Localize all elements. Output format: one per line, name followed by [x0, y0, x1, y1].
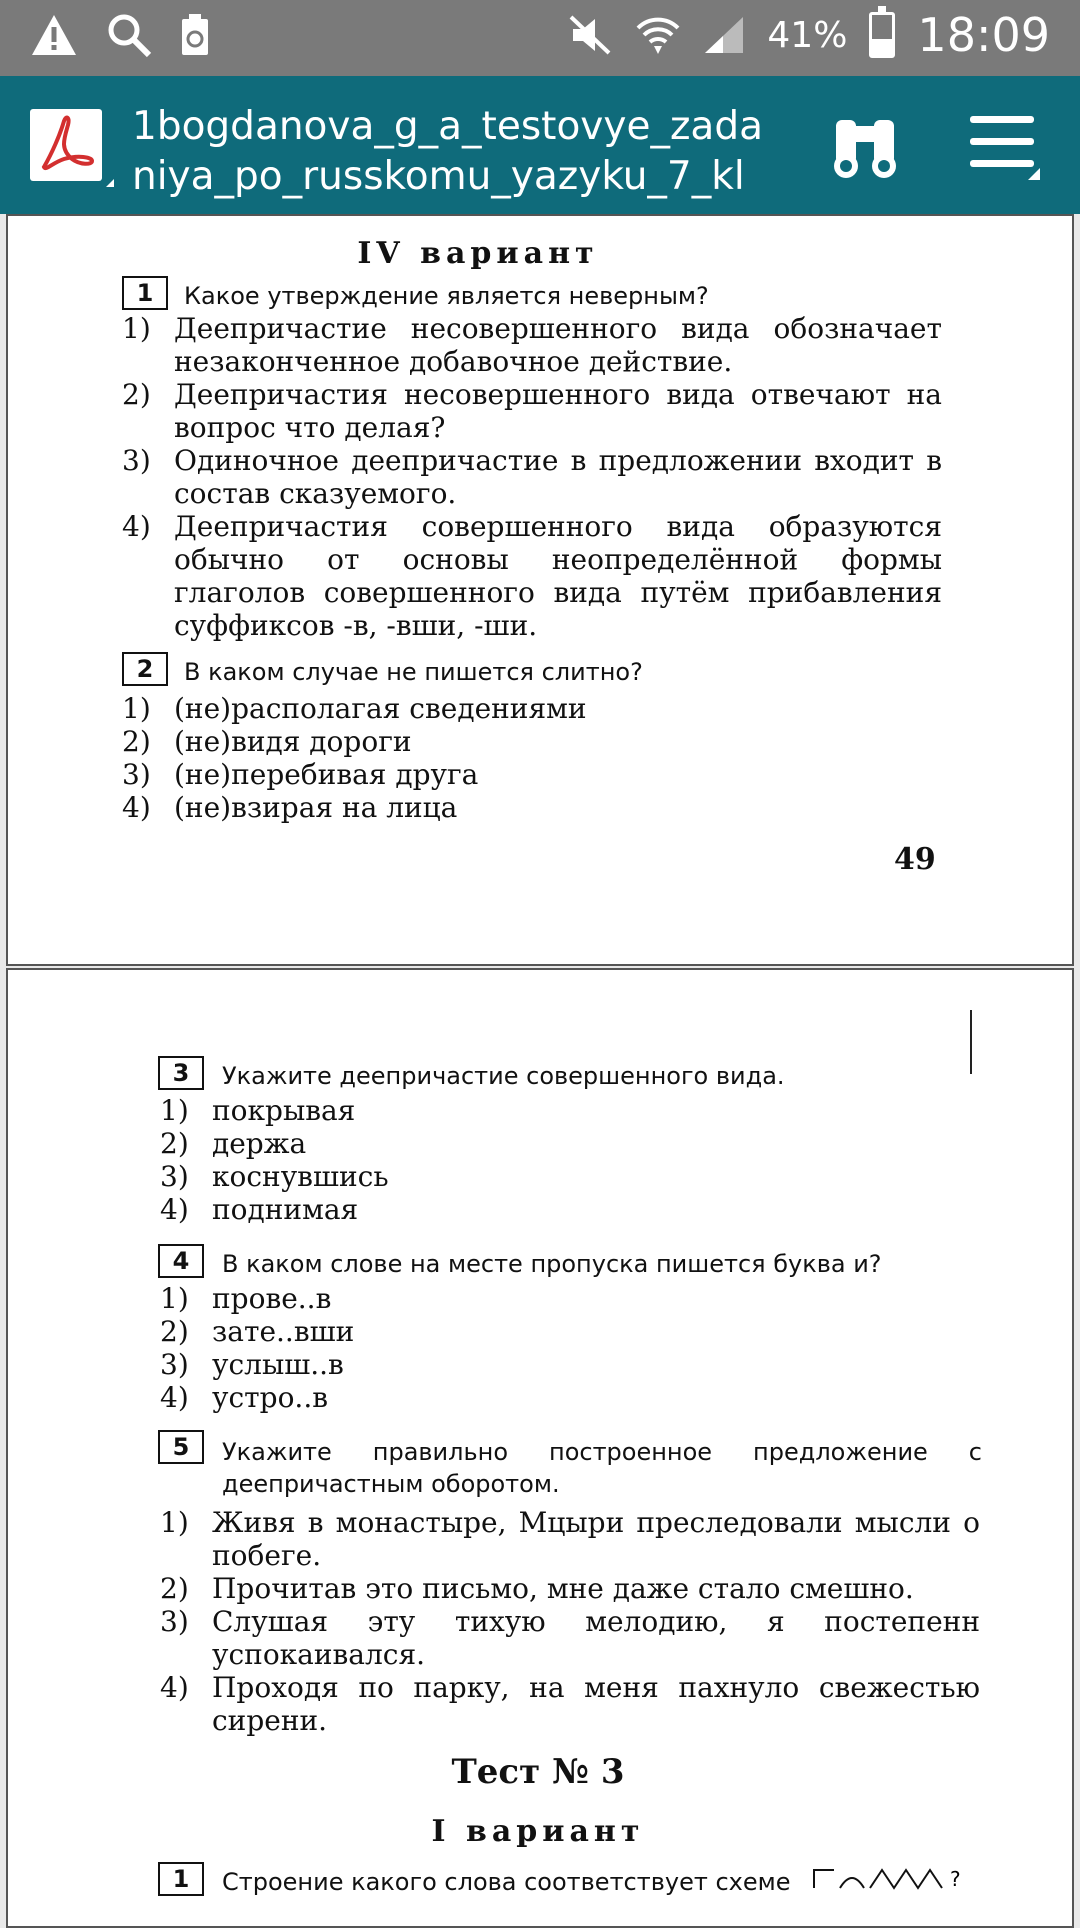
storage-cleaner-icon — [180, 13, 210, 57]
page-number: 49 — [894, 842, 936, 877]
answer-option: 3) (не)перебивая друга — [122, 758, 479, 791]
status-bar — [0, 0, 1080, 76]
answer-option: 2) зате..вши — [160, 1315, 355, 1348]
menu-button[interactable] — [970, 116, 1040, 186]
binoculars-icon — [830, 114, 900, 184]
answer-option: 2) (не)видя дороги — [122, 725, 412, 758]
search-icon — [106, 12, 152, 58]
answer-option: 2) держа — [160, 1127, 307, 1160]
battery-icon — [869, 12, 895, 58]
warning-icon — [30, 13, 78, 57]
signal-icon — [703, 15, 745, 55]
answer-option: 1) Живя в монастыре, Мцыри преследовали мысли о побеге. — [160, 1506, 980, 1572]
answer-option: 4) Проходя по парку, на меня пахнуло свежестью сирени. — [160, 1671, 980, 1737]
app-bar — [0, 76, 1080, 214]
question-text: Укажите деепричастие совершенного вида. — [222, 1062, 785, 1090]
question-number-box: 1 — [122, 276, 168, 310]
answer-option: 4) (не)взирая на лица — [122, 791, 458, 824]
answer-option: 1) прове..в — [160, 1282, 332, 1315]
answer-option: 3) Одиночное деепричастие в предложении входит в состав сказуемого. — [122, 444, 942, 510]
question-text: Укажите правильно построенное предложение с деепричастным оборотом. — [222, 1438, 982, 1498]
svg-text:?: ? — [950, 1867, 961, 1891]
answer-option: 3) услыш..в — [160, 1348, 344, 1381]
question-number-box: 1 — [158, 1862, 204, 1896]
answer-option: 1) (не)располагая сведениями — [122, 692, 587, 725]
question-text: Строение какого слова соответствует схеме — [222, 1868, 791, 1896]
question-number-box: 4 — [158, 1244, 204, 1278]
answer-option: 1) Деепричастие несовершенного вида обозначает незаконченное добавочное действие. — [122, 312, 942, 378]
mute-icon — [569, 15, 613, 55]
answer-option: 4) устро..в — [160, 1381, 328, 1414]
question-text: Какое утверждение является неверным? — [184, 282, 709, 310]
answer-option: 3) коснувшись — [160, 1160, 389, 1193]
test-title: Тест № 3 — [451, 1752, 625, 1792]
question-number-box: 2 — [122, 652, 168, 686]
answer-option: 4) поднимая — [160, 1193, 359, 1226]
variant-heading: I вариант — [431, 1814, 645, 1849]
pdf-page-50[interactable] — [6, 968, 1074, 1928]
question-number-box: 3 — [158, 1056, 204, 1090]
document-title: 1bogdanova_g_a_testovye_zadaniya_po_russkomu_yazyku_7_kl — [132, 104, 763, 199]
pdf-app-icon[interactable] — [30, 109, 102, 181]
answer-option: 2) Прочитав это письмо, мне даже стало смешно. — [160, 1572, 914, 1605]
find-button[interactable] — [830, 114, 900, 184]
scan-artifact — [970, 1010, 972, 1074]
battery-percent: 41% — [767, 14, 848, 56]
pdf-page-49[interactable] — [6, 214, 1074, 966]
morpheme-scheme-icon — [810, 1864, 970, 1894]
answer-option: 2) Деепричастия несовершенного вида отвечают на вопрос что делая? — [122, 378, 942, 444]
hamburger-icon — [970, 116, 1034, 123]
wifi-icon — [635, 12, 681, 58]
answer-option: 1) покрывая — [160, 1094, 356, 1127]
answer-option: 3) Слушая эту тихую мелодию, я постепенн успокаивался. — [160, 1605, 980, 1671]
question-text: В каком случае не пишется слитно? — [184, 658, 643, 686]
variant-heading: IV вариант — [357, 236, 599, 271]
question-text: В каком слове на месте пропуска пишется буква и? — [222, 1250, 882, 1278]
answer-option: 4) Деепричастия совершенного вида образуются обычно от основы неопределённой формы глаголов совершенного вида путём прибавления суффиксов -в, -вши, -ши. — [122, 510, 942, 642]
clock: 18:09 — [917, 8, 1050, 62]
question-number-box: 5 — [158, 1430, 204, 1464]
